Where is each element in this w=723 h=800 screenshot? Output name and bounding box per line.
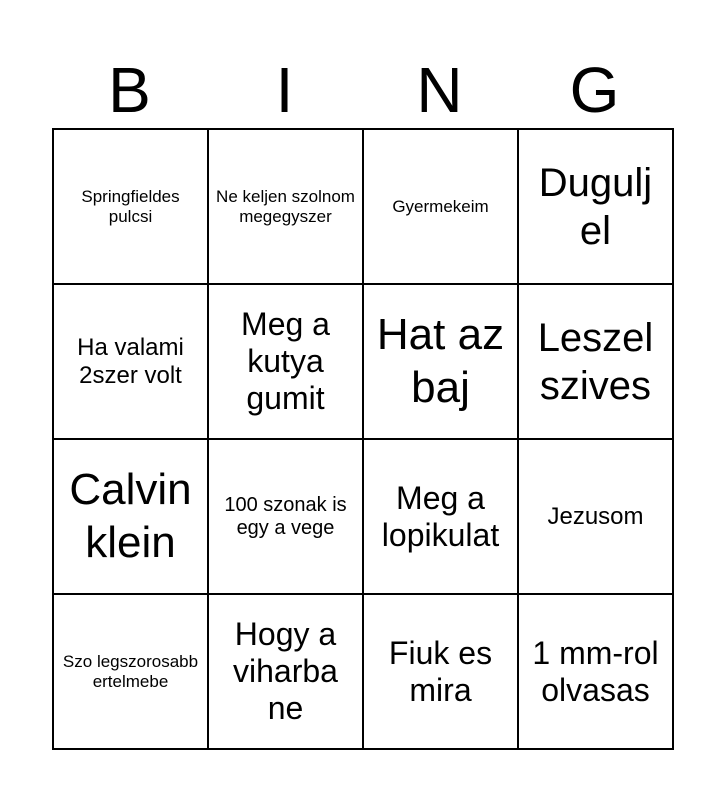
bingo-board <box>52 128 674 750</box>
bingo-cell[interactable]: Hogy a viharba ne <box>208 594 363 749</box>
bingo-cell[interactable]: Jezusom <box>518 439 673 594</box>
bingo-cell[interactable]: Fiuk es mira <box>363 594 518 749</box>
header-letter-b: B <box>108 54 151 126</box>
header-letter-g: G <box>569 54 620 126</box>
bingo-cell[interactable]: Ne keljen szolnom megegyszer <box>208 129 363 284</box>
bingo-cell[interactable]: Dugulj el <box>518 129 673 284</box>
bingo-cell[interactable]: Gyermekeim <box>363 129 518 284</box>
bingo-cell[interactable]: Szo legszorosabb ertelmebe <box>53 594 208 749</box>
bingo-cell[interactable]: Ha valami 2szer volt <box>53 284 208 439</box>
board-row <box>53 594 673 749</box>
board-row <box>53 129 673 284</box>
board-row <box>53 284 673 439</box>
bingo-cell[interactable]: 1 mm-rol olvasas <box>518 594 673 749</box>
header-letter-n: N <box>416 54 463 126</box>
bingo-cell[interactable]: Leszel szives <box>518 284 673 439</box>
bingo-cell[interactable]: Meg a lopikulat <box>363 439 518 594</box>
bingo-cell[interactable]: Hat az baj <box>363 284 518 439</box>
header-letter-i: I <box>275 54 294 126</box>
board-row <box>53 439 673 594</box>
bingo-header <box>52 52 672 128</box>
bingo-cell[interactable]: Calvin klein <box>53 439 208 594</box>
bingo-cell[interactable]: Springfieldes pulcsi <box>53 129 208 284</box>
bingo-cell[interactable]: 100 szonak is egy a vege <box>208 439 363 594</box>
bingo-cell[interactable]: Meg a kutya gumit <box>208 284 363 439</box>
